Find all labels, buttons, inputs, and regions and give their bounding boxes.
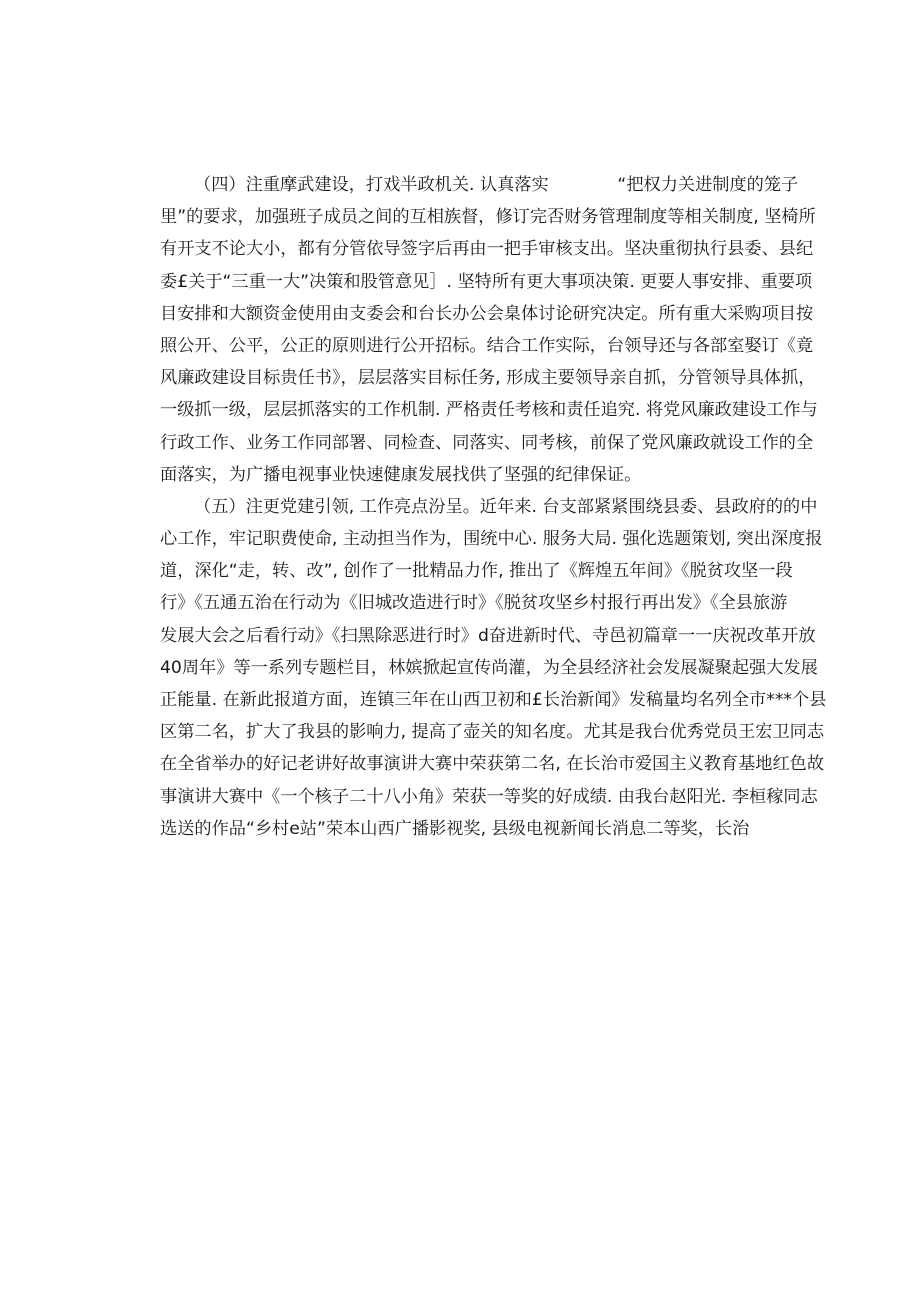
text-line: 在全省举办的好记老讲好故事演讲大赛中荣获第二名, 在长治市爱国主义教育基地红色故: [160, 754, 825, 775]
text-line: 风廉政建设目标贵任书》，层层落实目标任务, 形成主要领导亲自抓，分管领导具体抓，: [160, 368, 816, 389]
text-line: 里”的要求，加强班子成员之间的互相族督，修订完否财务管理制度等相关制度, 坚椅所: [160, 207, 816, 228]
text-line: 目安排和大额资金使用由支委会和台长办公会臬体讨论研究决定。所有重大采购项目按: [160, 303, 814, 324]
text-line: 区第二名，扩大了我县的影响力, 提高了壶关的知名度。尤其是我台优秀党员王宏卫同志: [160, 722, 825, 743]
text-line: 行政工作、业务工作同部署、同检查、同落实、同考核，前保了党风廉政就设工作的全: [160, 432, 814, 453]
paragraph-4: [160, 169, 818, 491]
text-line: 40周年》等一系列专题栏目，林嫔掀起宣传尚灌，为全县经济社会发展凝聚起强大发展: [160, 657, 818, 678]
text-line: 委£关于“三重一大”决策和股管意见］. 坚特所有更大事项决策. 更要人事安排、重要项: [160, 271, 813, 292]
text-line: 有开支不论大小，都有分管依导签字后再由一把手审核支出。坚决重彻执行县委、县纪: [160, 239, 814, 260]
text-line: 正能量. 在新此报道方面，连镇三年在山西卫初和£长治新闻》发稿量均名列全市***个县: [160, 690, 827, 710]
text-line: 道，深化“走，转、改”, 创作了一批精品力作, 推出了《辉煌五年间》《脱贫攻坚一段: [160, 561, 793, 582]
text-line: （五）注更党建引领, 工作亮点汾呈。近年来. 台支部紧紧围绕县委、县政府的的中: [194, 496, 818, 517]
text-line: 事演讲大赛中《一个核子二十八小角》荣获一等奖的好成绩. 由我台赵阳光. 李桓稼同志: [160, 786, 818, 807]
text-line: 选送的作品“乡村e站”荣本山西广播影视奖, 县级电视新闻长消息二等奖，长治: [160, 818, 750, 839]
body-text: [160, 169, 827, 845]
text-line: 面落实，为广播电视事业快速健康发展找供了坚强的纪律保证。: [160, 464, 642, 485]
text-line: 照公开、公平，公正的原则进行公开招标。结合工作实际，台领导还与各部室娶订《竟: [160, 335, 814, 356]
text-line: （四）注重摩武建设，打戏半政机关. 认真落实 “把权力关进制度的笼子: [194, 175, 799, 195]
paragraph-5: [160, 491, 827, 845]
text-line: 行》《五通五治在行动为《旧城改造进行时》《脱贫攻坚乡村报行再出发》《全县旅游: [160, 593, 788, 614]
text-line: 发展大会之后看行动》《扫黑除恶进行时》d奋进新时代、寺邑初篇章一一庆祝改革开放: [160, 625, 816, 646]
text-line: 一级抓一级，层层抓落实的工作机制. 严格责任考核和责任追究. 将党风廉政建设工作与: [160, 400, 818, 421]
text-line: 心工作，牢记职费使命, 主动担当作为，围统中心. 服务大局. 强化选题策划, 突出深度报: [160, 529, 823, 550]
